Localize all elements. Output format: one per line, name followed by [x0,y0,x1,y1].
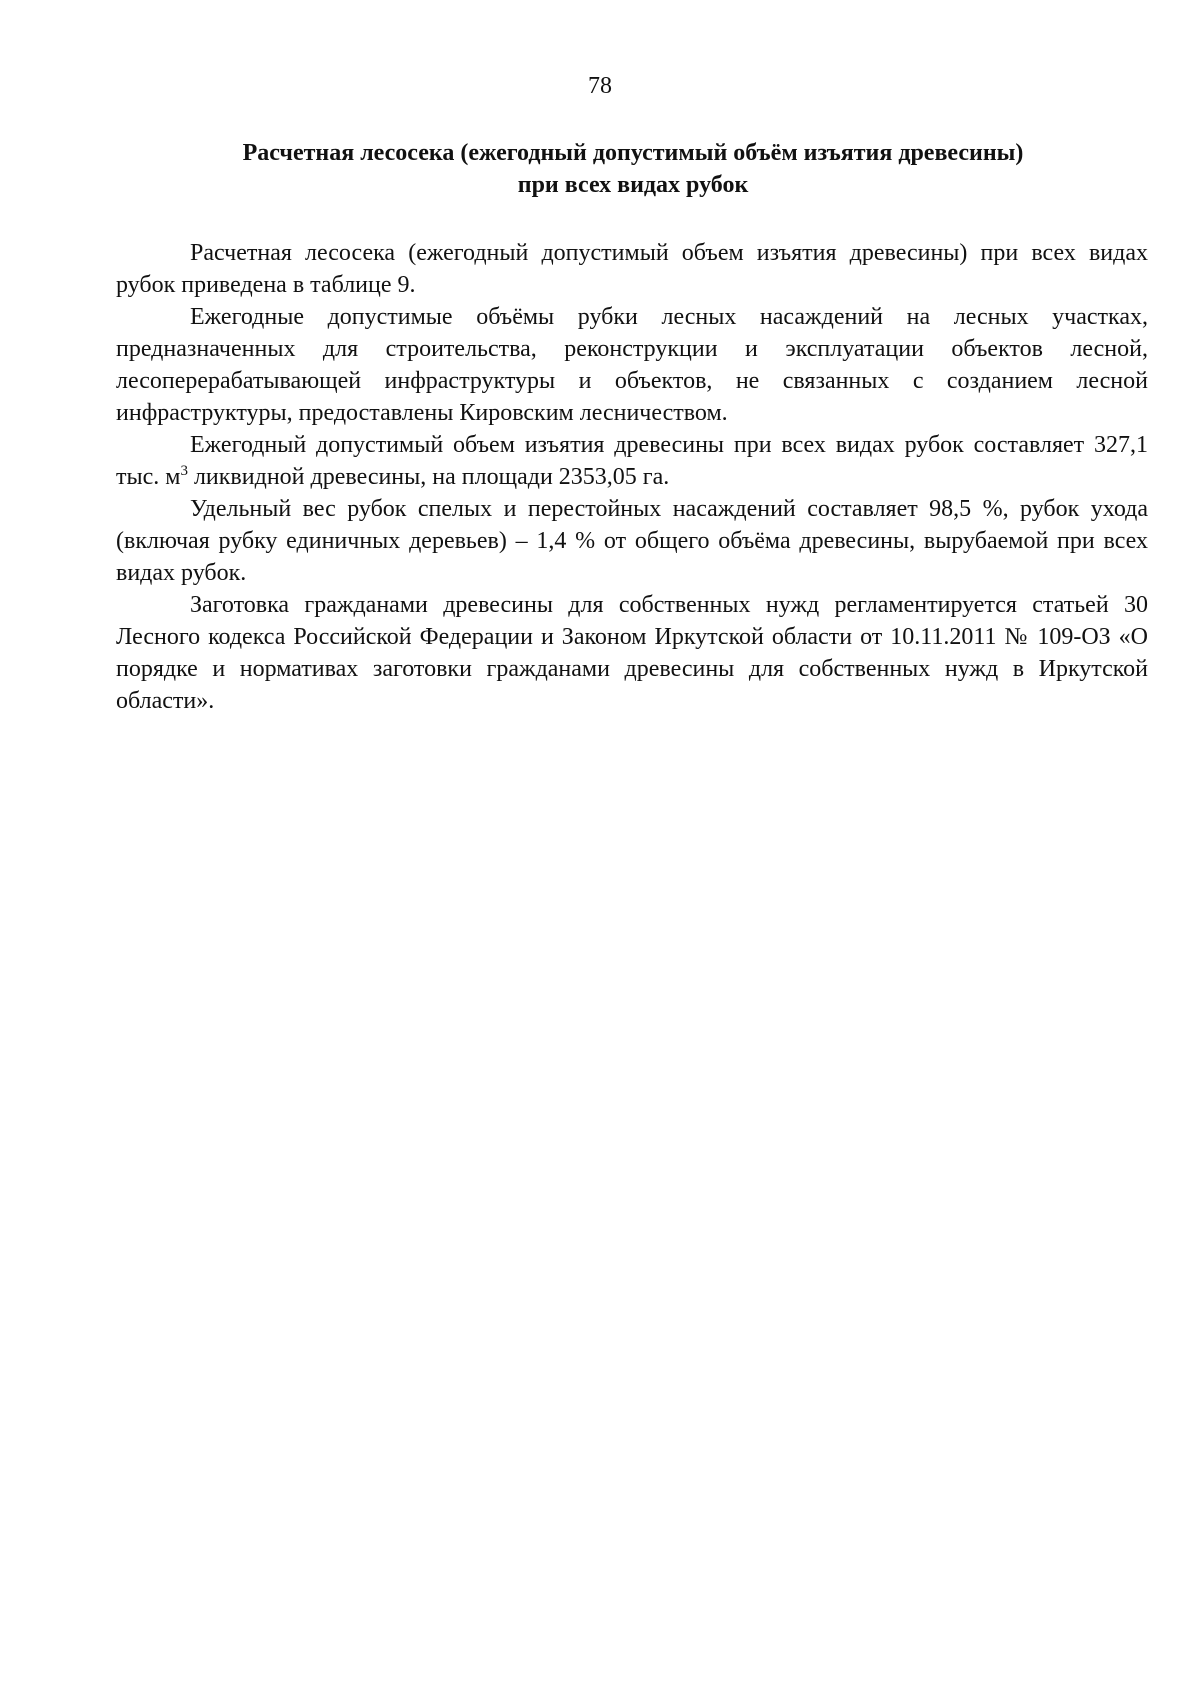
paragraph-infrastructure-volumes: Ежегодные допустимые объёмы рубки лесных насаждений на лесных участках, предназначенных для строительства, реконструкции и эксплуатации объектов лесной, лесоперерабатывающей инфраструктуры и объектов, не связанных с созданием лесной инфраструктуры, предоставлены Кировским лесничеством. [116,304,1148,426]
annual-volume-area-text: ликвидной древесины, на площади 2353,05 га. [187,464,670,490]
paragraph-allowable-cut-reference: Расчетная лесосека (ежегодный допустимый объем изъятия древесины) при всех видах рубок приведена в таблице 9. [116,240,1148,298]
cubic-superscript: 3 [180,463,188,479]
section-heading [150,137,1116,201]
paragraph-citizen-harvesting: Заготовка гражданами древесины для собственных нужд регламентируется статьей 30 Лесного кодекса Российской Федерации и Законом Иркутской области от 10.11.2011 № 109-ОЗ «О порядке и нормативах заготовки гражданами древесины для собственных нужд в Иркутской области». [116,592,1148,714]
section-heading-line-2: при всех видах рубок [517,172,749,198]
annual-volume-text: Ежегодный допустимый объем изъятия древесины при всех видах рубок составляет 327,1 тыс. м [116,432,1148,490]
paragraph-annual-volume [116,429,1148,493]
section-heading-line-1: Расчетная лесосека (ежегодный допустимый объём изъятия древесины) [242,140,1024,166]
page-number: 78 [588,73,612,99]
paragraph-felling-share: Удельный вес рубок спелых и перестойных насаждений составляет 98,5 %, рубок ухода (включая рубку единичных деревьев) – 1,4 % от общего объёма древесины, вырубаемой при всех видах рубок. [116,496,1148,586]
body-text [116,237,1148,717]
